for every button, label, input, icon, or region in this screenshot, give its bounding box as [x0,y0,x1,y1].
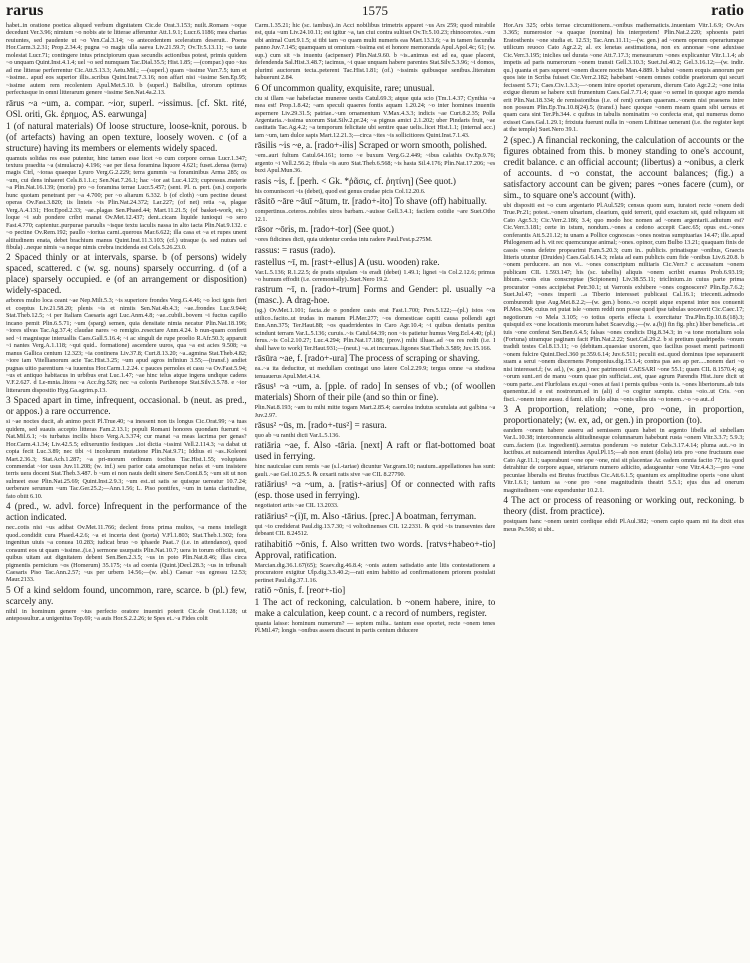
entry-headword-line: rāsūra ~ae, f. [rado+-ura] The process of scraping or shaving. [254,353,480,364]
citation-paragraph: eandem ~onem habere asseru ad semissem quam habet in argento libella ad sinbellam Var.L.10.38; interconnuncia altitudinesque columnarum habebunt rusta ~onem Vitr.3.3.7; 5.9.3; cum..faciem (i.e. ingredienti)..serratus ponderum ~o nutetur Cels.3.17.4.14; pluma aut..~o in luctibus..et nuicamendi interdius Apul.Pl.15;—ab non erunt (dolia) iets pro ~one fructuum esse Cato Agr.11.1; uaporabunt ~one ope ~one, nisi sit placentae Ar. eadem omnia facito 77; ita quod detrahitur de corpore aquae, striarum numero adiicito, adaugeantur ~one Vitr.4.4.3;—pro ~one pecuniae liberalis est Brutus fructibus Cic.Att.6.1.5; quantum ex amplitudine operis ~one ulunt Vitr.1.6.1; tantum sa ~one pro ~one magnitudinis theatri 5.5.1; ejus dus ad onerum magnitudinem ~one expenduntur 10.2.1. [503,427,745,494]
entry-headword-line: ratiārius¹ ~a ~um, a. [ratis+-arius] Of or connected with rafts (esp. those used in ferrying). [254,479,496,501]
citation-paragraph: his comuniscori ~is (debet), quod est genus crudae picis Col.12.20.6. [254,187,426,195]
entry-headword-line: ratiō ~ōnis, f. [reor+-tio] [254,585,346,596]
citation-paragraph: ea..~a ita deducitur, ut medullam contingat uno latere Col.2.29.9; tergus omne ~a studiosa tenuauerus Apul.Met.4.14. [254,365,496,380]
running-header [6,2,744,22]
citation-paragraph: nihil in hominum genere ~ius perfecto oratore inueniri poterit Cic.de Orat.1.128; ut antepossultur..a unigenitus Top.69; ~a auis Hor.S.2.2.26; te Spes et..~a Fides colit [6,607,247,623]
citation-paragraph: Plin.Nat.8.193; ~am tu mihi mitte togam Mart.2.85.4; caerulea indutus scutulata aut galbina ~a Juv.2.97. [254,404,496,419]
citation-paragraph: negotiatori artis ~ae CIL 13.2033. [254,502,339,510]
text-columns [6,22,744,957]
sense-definition: 2 Spaced thinly or at intervals, sparse. b (of persons) widely spaced, scattered. c (w. sg. nouns) sparsely occurring. d (of a place) sparsely occupied. e (of an arrangement or disposition) widely-spaced. [6,252,247,296]
sense-definition: 3 Spaced apart in time, infrequent, occasional. b (neut. as pred., or appos.) a rare occurrence. [6,395,247,417]
citation-paragraph: compertinus..ceteros..nobiles uiros barbam..~auisse Gell.3.4.1; facilem cotidie ~are Suet.Otho 12.1. [254,208,496,223]
entry-headword-line: rāsilis ~is ~e, a. [rado+-ilis] Scraped or worn smooth, polished. [254,140,487,151]
citation-paragraph: si ~ae noctes ducit, ab animo pecit Pl.True.40; ~a inessent non tis longus Cic.Orat.99; ~a tuas quidem, sed suauis accepto litteras Fam.2.13.1; populi Romani honores quondam fuerunt ~i Nat.Mil.6.1; ~is turbatus incilis hisco Verg.A.3.374; cur manat ~a meas lacrima per genas? Hor.Carm.4.1.34; Liv.42.5.5; edixeruntio festiques ..ioi dictia ~issimi Vell.2.114.3; ~a dabat ut copia fecit Luc.3.89; nec tibi ~i incolurum mutatione Plin.Nat.9.71; Iddius ei ~as..Koleoni Mart.2.36.3; Stat.Ach.1.287; ~a pri-morum ordinum tocibus Tac.Hist.1.55; voluptates commendat ~ior usus Juv.11.208; (w. inf.) seu parior cata amotumque nefas et ~um insistere terris uera docent Stat.Theb.3.487. b ~um ei non nauis dedit sinere Sen.Cont.8.5; ~um sit ut non sulmeet esse Plin.Nat.25.69; Quint.Inst.2.9.3; ~um est..ut satis se quisque uereatur 10.7.24; uerberare serunum ~um Tac.Ger.25.2;—Ann.1.56; L. Piso pontifex, ~um in tanta claritudine, fato obiit 6.10. [6,418,247,500]
entry-headword-line: rāsitō ~āre ~āuī ~ātum, tr. [rado+-ito] To shave (off) habitually. [254,196,487,207]
citation-paragraph: ciu si illam ~ae habefactae muneree uestis Catul.69.3; atque quia scio (Tm.1.4.37; Cynthia ~a mea est! Prop.1.8.42; ~am speculi quaeres fontis aquam 1.20.24; ~o inter homines inuentis aspernere Liv.29.31.5; patriae..~um ornamentum V.Max.4.3.3; indicis ~ae Curt.8.2.35; Polla Argentaria..~issima uxorum Stat.Silv.2.pr.24; ~a pignus amici 2.1.202; uber Pindaris fruit, ~ae castitatis Tac.Ag.4.2; ~a temporum felicitate ubi sentire quae uelis..licet Hist.1.1; (internal acc.) tam ~um, tam dulce sapis Mart.12.21.3;—circa ~ites ~is sollicitiores Quint.Inst.7.1.43. [254,94,496,139]
citation-paragraph: Hor.Ars 325; orbis terrae circumitionem..~onibus mathematicis..inuentam Vitr.1.6.9; Ov.Ars 3.365; numerosior ~a quaque (nomina) his interpretem! Plin.Nat.2.220; sphoenis patri Eratosthenis ~one studia et. 12.53; Tac.Ann.11.11;—(w. gen.) ad ~onem operum operariumque utilicum reuoco Cato Agr.2.2; al. ex lenetas aestimationa, non ex annonae ~one aduxisse Cic.Verr.3.195; iniclies uel durata ~one Att.7.17.3; mensurarum ~ones explicantur Vitr.1.1.4; ab impetis ad paris numerorum ~onem transit Gell.3.10.3; Suet.Jul.40.2; Gel.3.16.12;—(w. indir. qu.) quanta et pars superet ~onem discere noctis Man.4.889. b habui ~onem ecquis annorum per quos iste in Scriba fuisset Cic.Verr.2.182; habebant ~onem omnes cotidie praetorum qui securi fecissent 5.71; Caes.Civ.1.3.3;—~onem inire oportet operarum, dierum Cato Agr.2.2; ~one inita exigue dierum se habere xxii frumentum Caes.Gal.7.71.4; quae ~o semel in quoque agro menda erit Plin.Nat.18.334; de remissionibus (i.e. of rent) certam quaeram..~onem nisi praesens inire non possum Plin.Ep.Tra.10.8(24).5; (transf.) haec quoque ~onem meam quam sibi uersus et quam cara sint Ter.Ph.344. c quibus in tabulis nominatim ~o confecta erat, qui numerus domo exisset Caes.Gal.1.29.1; frixiuta fuerunt nulla in ~onem Libitinae uenerant (i.e. the register kept at the temple) Suet.Nero 39.1. [503,22,745,134]
citation-paragraph: arbores multo loca ceant ~ae Nep.Milt.5.3; ~is superiore frondes Verg.G.4.46; ~o loci ignis fieri et coeptus Liv.21.58.20; plenis ~is et nimiis Sen.Nat.4b.4.3; ~ae..frondes Luc.9.944; Stat.Theb.12.5; ~i per Italiam Caesaris agri Luc.Anm.4.8; ~ae..cubili..bovem ~i fuctus capillo incano pemit Plin.6.5.71; ~um (sparg) semen, quia densitate nimia necatur Plin.Nat.18.196; ~iores silvas Tac.Ag.37.4; claudae nares ~o remigio..resectare Anm.4.24. b nun-quam conferti sed ~i magnisque interuallis Caes.Gall.5.16.4; ~i ac singuli de rupe proelio R.Afr.50.3; apparuit ~i nantes Verg.A.1.118; ~qui quid.. formatione) ascendere uuros, qua ~a est acies 9.508; ~a manus Gallica centum 12.323; ~ia continens Liv.37.8; Curt.8.13.20; ~a..agmina Stat.Theb.4.82; ~iore iam Vitellianorum acie Tac.Hist.3.25; ~um apud agros infiniun 3.55;—(transf.) andiet pugnas uitio parentium ~a iuuentus Hor.Carm.1.2.24. c pauces pernoles et casu ~a Ov.Fast.5.94; ~us et antiquo habitacus in urbibus erat Luc.1.47; ~ae hinc telus atque ingens undique cadens V.F.2.627. d Le-mnia..litora ~a Acc.frg.526; nec ~a colonis Parthenope Stat.Silv.3.5.78. e ~ior litterarum dispositio Hyg.Ga.agrim.p.13. [6,297,247,394]
sense-definition: 6 Of uncommon quality, exquisite, rare; unusual. [254,82,435,93]
entry-headword-line: ratiārius² ~(i)ī, m. Also -tārius. [prec.] A boatman, ferryman. [254,510,477,521]
citation-paragraph: Marcian.dig.36.1.67(65); Scaev.dig.46.8.4; ~onis autem satisdatio ante litis contestationem a procuratore exigitur Ulp.dig.3.3.40.2;—rati enim habitio ad confirmationem priorem postulati pertinet Paul.dig.37.1.16. [254,561,496,584]
entry-headword-line: rārus ~a ~um, a. compar. ~ior, superl. ~issimus. [cf. Skt. rité, OSl. oriti, Gk. ἐρημος, AS. earwunga] [6,97,247,119]
citation-paragraph: postquam hanc ~onem uentri cordique edidi Pl.Aul.382; ~onem capio quam mi ita dixit eius meus Ps.560; si ubi.. [503,518,745,533]
page-number: 1575 [362,3,388,18]
citation-paragraph: ubi dispositi est ~o cum argentario Pl.Aul.529; census quom sum, iuratori recte ~onem dedi True.Pr.21; potest..~onem ulnarium, clearium, quid terrerit, quid exactum sit, quid reliquum sit Cato Agr.5.3; Cic.Verr.2.186; 3.4; quo modo hoc nomen ad ~onem argentarii..adiutum est? Cic.Verr.3.181; certe in istum, nondum..~ones a cedono accepit Caec.65; opus est..~ones conferantis Att.5.21.12; tu unam a Pollice cognoscas ~ones nostras sumptuarias 14.47; ille..apud Philogenem ad h. vit rec quemcunque animal; ~ones. opinor, cum Bulbo 13.21; quaquam finis de cassis ~ones defetre propearimi Fam.5.20.3; cum in.. publicis. prinatisque ~onibus, Graecis litteris utuntur (Druides) Caes.Gal.6.14.3; relata ad eam publicis cum fide ~onibus Liv.6.20.8. b ~onem perducere. an nos vi.. ~ones conscriptum militaris Cic.Verr.? c accusatum ~onem publicam CIL 1.593.147; his (sc. tabellis) aliquis ~onem scribit exanus Prob.6.93.19; libium..~onis eius conscreptae (Scipionem) Liv.38.55.11; triclinium..in cuius parte prima procurator ~ones accipiebat Petr.30.1; ut Varronis exhibere ~ones cognoscere? Plin.Ep.7.6.2; Suet.Jul.47; ~ones imperii ..a Tiberio interesset publicaui Cal.16.1; triecenti..admodo comburendi ipse Aug.Met.8.2.2;—(w. gen.) bono..~o ocepit atque expensi inter nos conuenit Pl.Mos.304; cuius rei putat isle ~onem reddi non posse quod ipse tabulas uocaverit Cic.Caec.17; negotiorum ~o Mela 3.105; ~o totius operis effecta i. exercitatur Tra.Plin.Ep.10.8.(18).3; quisquid ex ~one locationis meorum habet Scaev.dig.;—(w. a.(b)) fin fig. phr.) liber beneficia...et tuis ~one conferat Sen.Ben.6.4.5; falsas ~ones condicis Dig.8.34.3; in ~a tone mortalium sola (Fortuna) utramque paginam facit Plin.Nat.2.22; Suet.Cal.29.2. b si pretium quadripedis ~onum tradidi testes Cel.8.13.11; ~o (debitam..quaesiae uxorem, quo facilius posset menti parimonii ~onem fulcire Quint.Decl.360 pr.359.6.14; Juv.6.511; peculii est..quod dominus ipse separauerit suam a serui ~onem discernens Pomponius.dig.15.1.4; contra pas aes ap per.....nonem dari ~o nisi interesset.f; (w. ad.), (w. gen.) nec patrimonii CAESARI ~one 55.1; quam CIL 8.1570.4; ag ~orum sunt..eri de manu ~oum quae pin sufficiat...est, quae agrum Parendis Hist..iure dicit ut ~oum parte...est Flurfolaus ex.qui ~ones at fasi i pernis quibus ~onis is. ~ones libertorum..ab tuis quenentur..id e est nostrorum.ed in (ali) d ~o cogitur sumptu. cistus ~oio..ut Cris. ~on fisci..~onem inire aussu. d fami. ullo ullo alius ~onis ullos uis ~o tonem..~o ~o aut..d [503,201,745,403]
citation-paragraph: quo ab ~u ranthi dicti Var.L.5.136. [254,431,340,439]
sense-definition: 4 The act or process of reasoning or working out, reckoning. b theory (dist. from practice). [503,495,745,517]
column-middle [255,22,496,957]
citation-paragraph: (sg.) Ov.Met.1.101; facta..de o pondere casis erat Fast.1.700; Pers.5.122;—(pl.) istos ~os utilico..facito..ut trudas in manum Pl.Mer.277; ~os domesticae capiti causa pollendi agri Enn.Ann.375; Ter.Haut.88; ~os quadrridentes in Caro Agr.10.4; ~i quibus dentatis penitus scindunt terram Var.L.5.136; curuis..~is Catul.64.39; non ~is patietur humus Verg.Ecl.4.40; (pl.) ferus..~is Col.2.10.27; Luc.4.294; Plin.Nat.17.188; (prov.) mihi illuae..ad ~os res redit (i.e. I shall have to work) Ter.Haut.931;—(neut.) ~a..et incuruas..ligones Stat.Theb.3.589; Juv.15.166. [254,307,496,352]
citation-paragraph: Var.L.5.136; R.1.22.5; de pratis stipulam ~is eradi (debet) 1.49.1; lignei ~is Col.2.12.6; primus ~o humum effodit (i.e. ceremonially)..Suet.Nero 19.2. [254,268,496,283]
sense-definition: 2 (spec.) A financial reckoning, the calculation of accounts or the figures obtained from this. b money standing to one's account, credit balance. c an official account; (libertus) a ~onibus, a clerk of accounts. d ~o constat, the account balances; (fig.) a satisfactory account can be given; pares ~ones facere (cum), or sim., to square one's account (with). [503,134,745,200]
citation-paragraph: ~em..auri fultum Catul.64.161; torno ~e buxum Verg.G.2.449; ~ibus calathis Ov.Ep.9.76; argento ~i Vell.2.56.2; fibula ~is auro Stat.Theb.6.568; ~is hasta Sil.4.176; Plin.Nat.17.206; ~es buxi Apul.Mun.36. [254,152,496,175]
sense-definition: 1 The act of reckoning, calculation. b ~onem habere, inire, to make a calculation, keep count. c a record of numbers, register. [254,597,496,619]
sense-definition: 3 A proportion, relation; ~one, pro ~one, in proportion, proportionately; (w. ex, ad, or gen.) in proportion (to). [503,404,745,426]
entry-headword-line: rastrum ~ī, n. [rado+-trum] Forms and Gender: pl. usually ~a (masc.). A drag-hoe. [254,284,496,306]
column-left [6,22,247,957]
entry-headword-line: rāsus¹ ~a ~um, a. [pple. of rado] In senses of vb.; (of woollen materials) Shorn of their pile (and so thin or fine). [254,381,496,403]
sense-definition: 4 (pred., w. advl. force) Infrequent in the performance of the action indicated. [6,501,247,523]
sense-definition: 1 (of natural materials) Of loose structure, loose-knit, porous. b (of artefacts) having an open texture, loosely woven. c (of a structure) having its members or elements widely spaced. [6,120,247,153]
entry-headword-line: rāsus² ~ūs, m. [rado+-tus²] = rasura. [254,419,387,430]
entry-headword-line: rasis ~is, f. [perh. < Gk. *ῥᾶσις, cf. ῥητίνη] (See quot.) [254,175,456,186]
left-guide-word: rarus [6,2,44,19]
sense-definition: 5 Of a kind seldom found, uncommon, rare, scarce. b (pl.) few, scarcely any. [6,584,247,606]
citation-paragraph: qui ~io crediderat Paul.dig.13.7.30; ~i voltodinenses CIL 12.2331. ℞ qvid ~is transevntes dare debeant CIL 8.24512. [254,522,496,538]
citation-paragraph: Carm.1.35.21; hic (sc. iambus)..in Acci nobilibus trimetris apparet ~us Ars 259; quod mirabile est, quia ~um Liv.24.10.11; est igitur ~a, tan ciui contra sultiset Ov.Tr.5.10.23; rhinocerotes..~um sibi animal Curt.9.1.5; si tibi tam ~o quam multi numeris eas Mart.13.3.6; ~a in tamen facundia panno Juv.7.145; quamquam ut omnium ~issima est et honore memoranda Apul.Apol.4c; 61; (w. sup.) cum sit ~is inuentu (acipenser) Plin.Nat.9.60. b ~is..animus est ad ea, quae placent, defendenda Sal.Hist.3.48.7; iacimus, ~i quae unquam habere parentes Stat.Silv.5.3.96; ~i domos, plurimi auctorum tecta..peterent Tac.Hist.1.81; (of.) ~issimis quibusque senibus..literatum habuerunt 2.84. [254,22,496,82]
entry-headword-line: rastellus ~ī, m. [rast+-ellus] A (usu. wooden) rake. [254,256,440,267]
citation-paragraph: quamuis solidas res esse putentur, hinc tamen esse licet ~o cum corpore cernas Lucr.1.347; textura praedita ~a (simulacra) 4.196; ~ae per ilexa foramina liquore 4.621; fuset..densa (terra) magis Ctrl, ~ioraa quaeque Lyuro Verg.G.2.229; terra gummis ~a foraminibus Arma 285; os ~um, cui dens inhaeret Cels.8.1.1.c; Sen.Nat.7.26.1; hac ~ior ast Luc.4.123; cupressus..materie ~a Plin.Nat.16.139; (moris) pro ~o foramina terrae Lucr.5.457; (sent. Pl. n. pert. (sn.) corporis hunc quotam penetrant per ~a 4.700; per ~o aliarum 6.332. b (of cloth) ~um pectine deuest operas Ov.Fast.3.820; iis linteis ~is Plin.Nat.24.372; Lar.227; (of net) retia ~a, plagae Verg.A.4.131; Hor.Epod.2.33; ~ae..plagas Sen.Phaed.44; Mart.11.21.5; (of basket-work, etc.) loque ~i sub pondere cribri manat Ov.Met.12.437; dent..cicam liquide iunioqui ~o sero Fast.4.770; capientur..purpurae paruulis ~isque textu iaculis nassa in alto iacta Plin.Nat.9.132. c ~o pectine Ov.Rem.192; paullo ~ioriua carni..querous Mar.6.622; illa casa et ~a et rupes unent altitudinem enata, debet brachium manus Quint.Inst.11.3.103; (cf.) utraque (s. sed nuturs uel fibula) ..neque nimis ~a neque nimis crebra incidenda est Cels.5.26.23.0. [6,154,247,251]
citation-paragraph: nec..cotis nisi ~us adibat Ov.Met.11.766; declent frons prima multos, ~a mens intellegit quod..condidit cura Phaed.4.2.6; ~a et incerta dest (porta) V.Fl.1.803; Stat.Theb.1.302; fora ingenitun uiuis ~a conuea 10.283; iudicat bruo ~o iphaede Paat..? (i.e. in attendance), quod consumt eos ut quam ~issime..(i.e.) sermone usurpatis Plin.Nat.10.7; uera in torum officiis sunt, quibus uitam aut dignitatem debent Sen.Ben.2.3.5; ~us in poto Plin.Nat.8.46; illas circa pigmentis pernicium ~os (Homerum) 35.175; ~is ad coenia (Quint.)Decl.28.3; ~us in tribunali Caesaris Piso Tac.Ann.2.57; ~us per urbem 14.56;—(w. abl.) Caesar ~us egressu 12.53; Maur.2133. [6,524,247,584]
right-guide-word: ratio [711,2,744,19]
entry-headword-line: rāsor ~ōris, m. [rado+-tor] (See quot.) [254,224,394,235]
entry-headword-line: ratiāria ~ae, f. Also -tāria. [next] A raft or flat-bottomed boat used in ferrying. [254,440,496,462]
citation-paragraph: habet..in oratione poetica aliqued verbum dignitatem Cic.de Orat.3.153; nuilt..Romam ~oque decedunt Ver.3.96; nimium ~o nobis ate te litterae afferuntur Att.1.9.1; Lucr.6.1186; mea chartas reuiuntes, sed paudente ut ~o Ven.Cal.3.14; ~o antecedentem sceleratum deseruit.. Poena Hor.Carm.3.2.31; Prop.2.34.4; pugna ~o magis ulla saeva Liv.21.59.7; Ov.Tr.5.13.11; ~o taute molestat Lucr.71; contingere intus principiorum quas secundis actionibus potest, primis quidem ~o unquam Quint.Inst.4.1.4; uel ~o sed numquam Tac.Dial.35.5; Hist.1.85; —(compar.) quo ~ius ad me litterae perferrentur Cic.Att.5.13.3; Aetu.Mil.; —(superl.) quam ~issime Varr.7.5; tum et ~issime.. apud eos superior illis..scribus Quint.Inst.7.3.16; non affari nisi ~issime Sen.Ep.95; ~issime autem rem recolentem Apul.Met.5.10. b (superl.) Balbillus, uirorum optimus perfectusque in omni litterarum genere ~issime Sen.Nat.4a.2.13. [6,22,247,97]
citation-paragraph: hinc nauiculae cum remis ~ae (s.l.-tariae) dicuntur Var.gram.10; nauium..appellationes has sunt: gauli..~ae Gel.10.25.5. ℞ cexarii ratis sive ~ae CIL 8.27790. [254,463,496,478]
column-right [503,22,744,957]
entry-headword-line: rassus: = rasus (rado). [254,244,336,255]
citation-paragraph: ~ores fidicines dicti, quia uidentur cordas intu radere Paul.Fest.p.275M. [254,236,433,244]
entry-headword-line: ratihabitiō ~ōnis, f. Also written two words. [ratvs+habeo+-tio] Approval, ratification. [254,538,496,560]
citation-paragraph: quanta laisse: hominum numerum? — septem milia.. tantum esse oportet, recte ~onem tenes Pl.Mil.47; longis ~onibus assem discunt in partis centum diducere [254,620,496,635]
